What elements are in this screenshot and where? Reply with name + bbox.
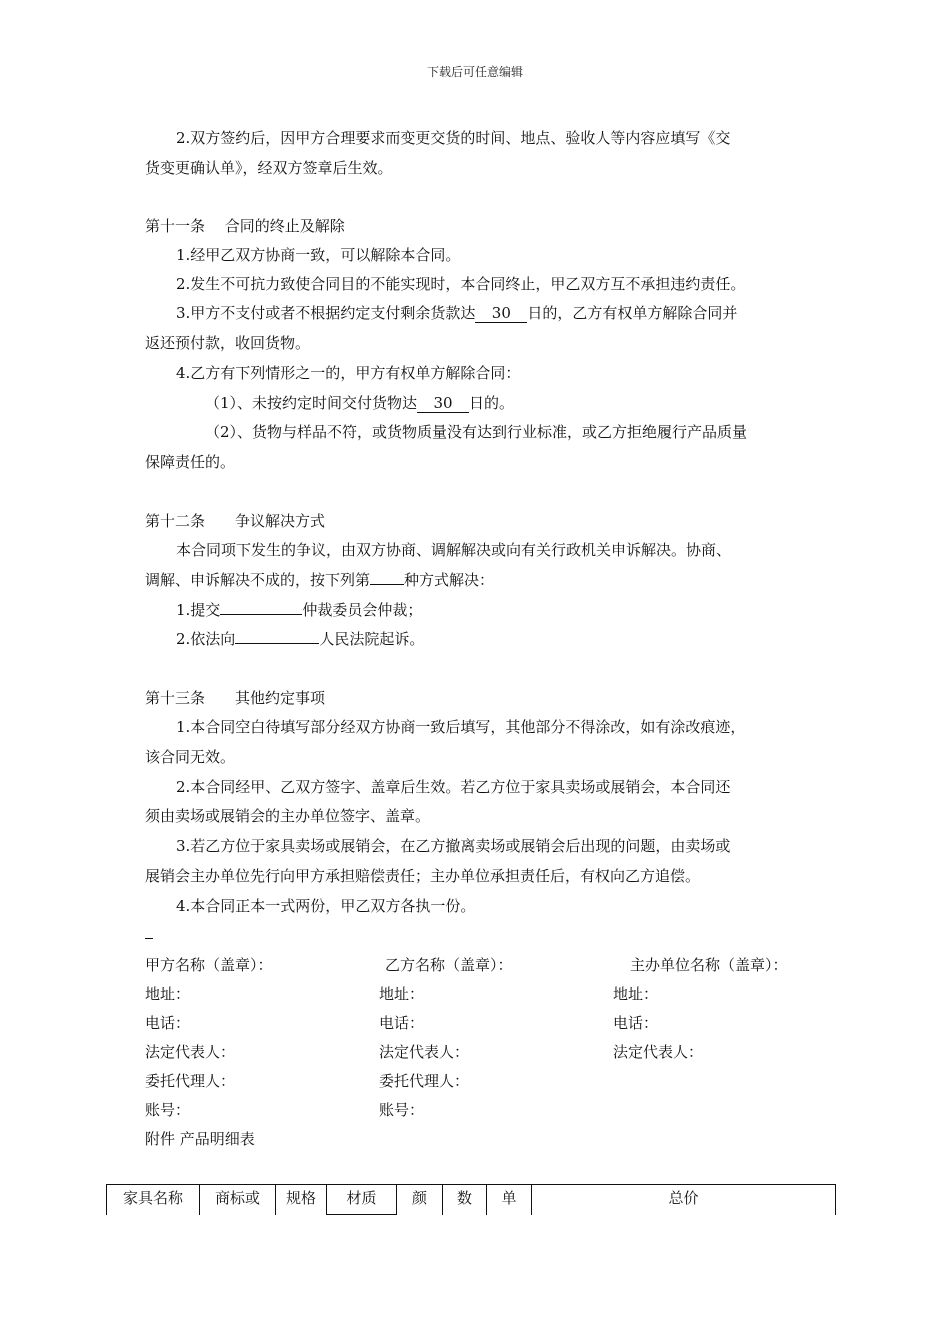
clause11-item1: 1.经甲乙双方协商一致，可以解除本合同。 <box>176 246 461 264</box>
col-material: 材质 <box>327 1185 397 1215</box>
clause12-opt1-pre: 1.提交 <box>176 601 221 619</box>
clause11-sub1-pre: （1）、未按约定时间交付货物达 <box>205 394 418 412</box>
party-b-legal-rep: 法定代表人： <box>379 1043 470 1061</box>
party-a-legal-rep: 法定代表人： <box>145 1043 236 1061</box>
col-quantity: 数 <box>443 1185 487 1215</box>
col-unit: 单 <box>487 1185 532 1215</box>
clause12-title: 第十二条 争议解决方式 <box>145 512 326 530</box>
clause13-item1-line1: 1.本合同空白待填写部分经双方协商一致后填写，其他部分不得涂改，如有涂改痕迹， <box>176 718 746 736</box>
clause12-para-line1: 本合同项下发生的争议，由双方协商、调解解决或向有关行政机关申诉解决。协商、 <box>176 541 732 559</box>
clause12-opt2-post: 人民法院起诉。 <box>319 630 425 648</box>
table-header-row <box>107 1185 836 1215</box>
clause12-opt1-post: 仲裁委员会仲裁； <box>302 601 423 619</box>
clause13-item1-line2: 该合同无效。 <box>145 748 236 766</box>
party-b-account: 账号： <box>379 1101 425 1119</box>
clause13-item3-line2: 展销会主办单位先行向甲方承担赔偿责任；主办单位承担责任后，有权向乙方追偿。 <box>145 867 701 885</box>
product-detail-table <box>106 1184 836 1215</box>
clause11-item3-pre: 3.甲方不支付或者不根据约定支付剩余货款达 <box>176 304 476 322</box>
clause10-item2-line2: 货变更确认单》，经双方签章后生效。 <box>145 159 393 177</box>
clause11-item3 <box>176 303 737 323</box>
clause12-opt1 <box>176 600 422 620</box>
clause10-item2-line1: 2.双方签约后，因甲方合理要求而变更交货的时间、地点、验收人等内容应填写《交 <box>176 129 731 147</box>
clause11-item3-post: 日的，乙方有权单方解除合同并 <box>527 304 738 322</box>
clause13-item3-line1: 3.若乙方位于家具卖场或展销会，在乙方撤离卖场或展销会后出现的问题，由卖场或 <box>176 837 731 855</box>
organizer-phone: 电话： <box>613 1014 659 1032</box>
clause13-item4: 4.本合同正本一式两份，甲乙双方各执一份。 <box>176 897 476 915</box>
party-a-agent: 委托代理人： <box>145 1072 236 1090</box>
col-total-price: 总价 <box>532 1185 836 1215</box>
party-a-phone: 电话： <box>145 1014 191 1032</box>
party-b-phone: 电话： <box>379 1014 425 1032</box>
clause11-sub2-line1: （2）、货物与样品不符，或货物质量没有达到行业标准，或乙方拒绝履行产品质量 <box>205 423 748 441</box>
clause13-item2-line2: 须由卖场或展销会的主办单位签字、盖章。 <box>145 807 431 825</box>
clause12-opt2 <box>176 629 424 649</box>
payment-days-field[interactable]: 30 <box>475 304 527 323</box>
party-a-address: 地址： <box>145 985 191 1003</box>
col-spec: 规格 <box>276 1185 327 1215</box>
col-color: 颜 <box>397 1185 443 1215</box>
page-header: 下载后可任意编辑 <box>426 65 523 79</box>
col-furniture-name: 家具名称 <box>107 1185 200 1215</box>
organizer-legal-rep: 法定代表人： <box>613 1043 704 1061</box>
delivery-days-field[interactable]: 30 <box>417 394 469 413</box>
party-b-address: 地址： <box>379 985 425 1003</box>
arbitration-committee-field[interactable] <box>220 614 302 615</box>
attachment-title: 附件 产品明细表 <box>145 1130 255 1148</box>
clause13-title: 第十三条 其他约定事项 <box>145 689 326 707</box>
dispute-method-field[interactable] <box>370 584 404 585</box>
organizer-address: 地址： <box>613 985 659 1003</box>
court-field[interactable] <box>235 643 319 644</box>
clause12-para-line2-post: 种方式解决： <box>404 571 495 589</box>
party-b-agent: 委托代理人： <box>379 1072 470 1090</box>
clause11-sub1-post: 日的。 <box>469 394 515 412</box>
clause12-opt2-pre: 2.依法向 <box>176 630 236 648</box>
organizer-name: 主办单位名称（盖章）： <box>630 956 788 974</box>
clause11-sub1 <box>205 393 514 413</box>
clause11-title: 第十一条 合同的终止及解除 <box>145 217 345 235</box>
clause12-para-line2-pre: 调解、申诉解决不成的，按下列第 <box>145 571 371 589</box>
party-a-account: 账号： <box>145 1101 191 1119</box>
clause11-item2: 2.发生不可抗力致使合同目的不能实现时，本合同终止，甲乙双方互不承担违约责任。 <box>176 275 746 293</box>
clause11-item4: 4.乙方有下列情形之一的，甲方有权单方解除合同： <box>176 364 521 382</box>
clause12-para-line2 <box>145 570 494 590</box>
clause11-item3-line2: 返还预付款，收回货物。 <box>145 334 311 352</box>
clause13-item2-line1: 2.本合同经甲、乙双方签字、盖章后生效。若乙方位于家具卖场或展销会，本合同还 <box>176 778 731 796</box>
col-brand: 商标或 <box>200 1185 276 1215</box>
separator-dash <box>145 938 153 939</box>
party-b-name: 乙方名称（盖章）： <box>385 956 513 974</box>
party-a-name: 甲方名称（盖章）： <box>145 956 273 974</box>
clause11-sub2-line2: 保障责任的。 <box>145 453 236 471</box>
